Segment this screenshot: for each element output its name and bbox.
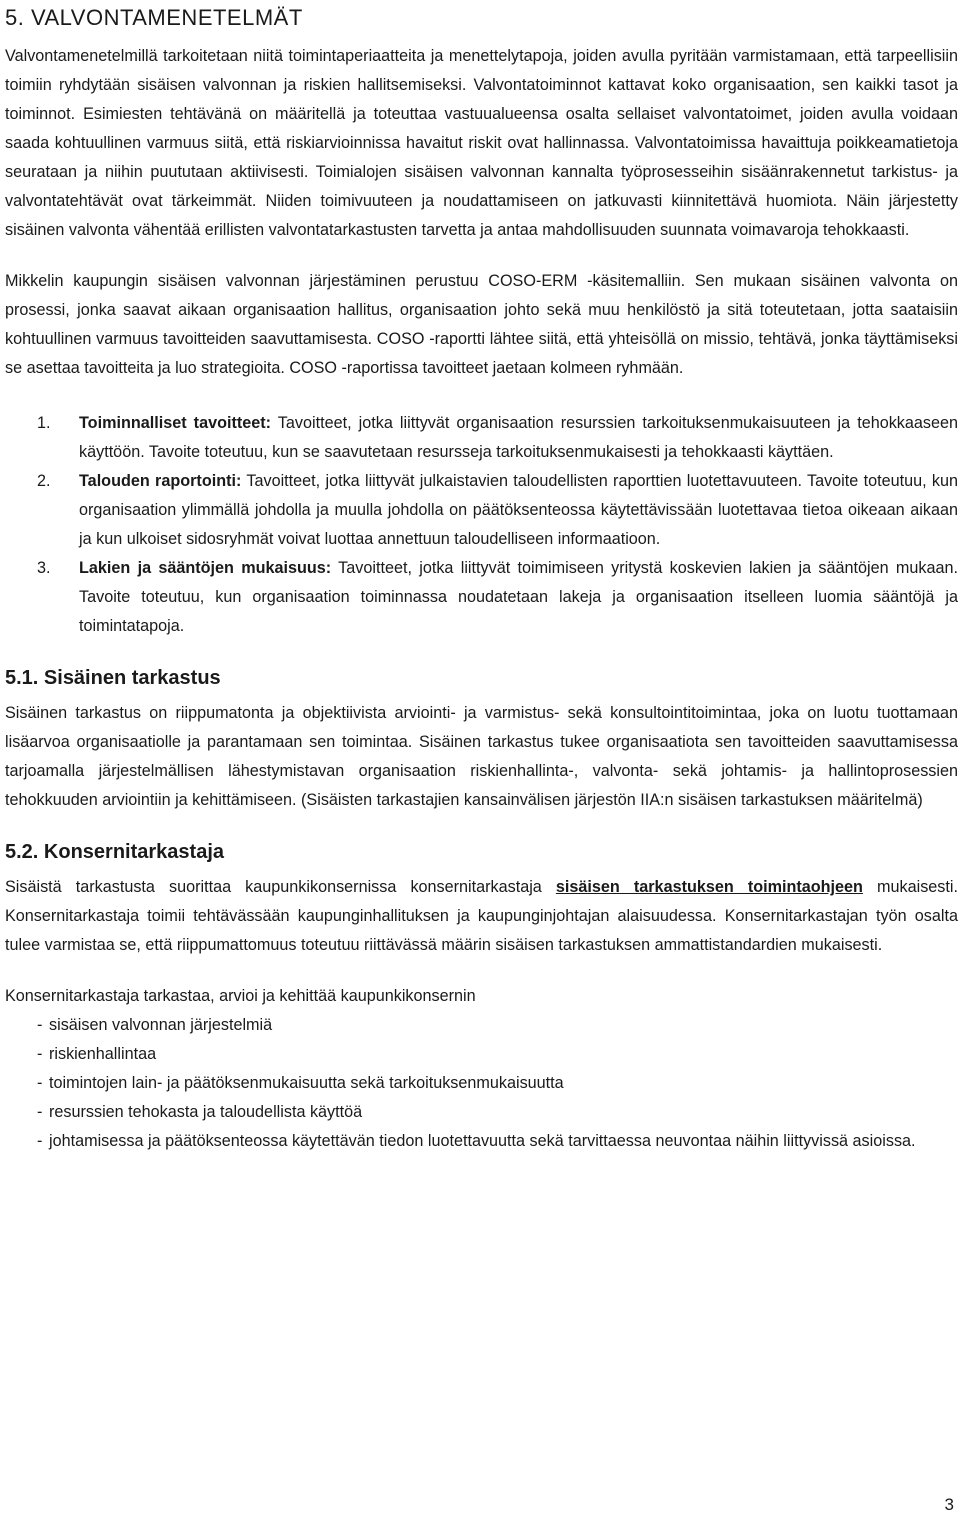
objective-item (5, 554, 958, 641)
objective-item (5, 467, 958, 554)
objective-text: Tavoitteet, jotka liittyvät toimimiseen yritystä koskevien lakien ja sääntöjen mukaan. Tavoite toteutuu, kun organisaation toiminnassa noudatetaan lakeja ja organisaation itselleen luomia sääntöjä ja toimintatapoja. (79, 559, 959, 635)
paragraph-internal-audit: Sisäinen tarkastus on riippumatonta ja objektiivista arviointi- ja varmistus- sekä konsultointitoimintaa, joka on luotu tuottamaan lisäarvoa organisaatiolle ja parantamaan sen toimintaa. Sisäinen tarkastus tukee organisaatiota sen tavoitteiden saavuttamisessa tarjoamalla järjestelmällisen lähestymistavan organisaation riskienhallinta-, valvonta- sekä johtamis- ja hallintoprosessien tehokkuuden arviointiin ja kehittämiseen. (Sisäisten tarkastajien kansainvälisen järjestön IIA:n sisäisen tarkastuksen määritelmä) (5, 704, 958, 809)
duty-item (5, 1011, 958, 1040)
document-body (5, 0, 958, 1156)
duty-text: sisäisen valvonnan järjestelmiä (49, 1016, 273, 1034)
list-dash: - (37, 1016, 43, 1034)
objective-text: Tavoitteet, jotka liittyvät julkaistavien taloudellisten raporttien luotettavuuteen. Tavoite toteutuu, kun organisaation ylimmällä johdolla ja muulla johdolla on päätöksenteossa käytettävissään luotettavaa tietoa oikeaan aikaan ja kun ulkoiset sidosryhmät voivat luottaa annettuun taloudelliseen informaatioon. (79, 472, 958, 548)
internal-audit-heading: 5.1. Sisäinen tarkastus (5, 667, 221, 689)
section-heading: 5. VALVONTAMENETELMÄT (5, 5, 303, 30)
duty-item (5, 1069, 958, 1098)
group-auditor-duties-list (5, 1011, 958, 1156)
duty-text: toimintojen lain- ja päätöksenmukaisuutta sekä tarkoituksenmukaisuutta (49, 1074, 564, 1092)
duty-item (5, 1098, 958, 1127)
group-auditor-heading: 5.2. Konsernitarkastaja (5, 841, 224, 863)
list-dash: - (37, 1045, 43, 1063)
list-dash: - (37, 1074, 43, 1092)
duty-text: riskienhallintaa (49, 1045, 157, 1063)
paragraph-control-methods: Valvontamenetelmillä tarkoitetaan niitä toimintaperiaatteita ja menettelytapoja, joiden avulla pyritään varmistamaan, että tarpeellisiin toimiin ryhdytään sisäisen valvonnan ja riskien hallitsemiseksi. Valvontatoiminnot kattavat koko organisaation, sen kaikki tasot ja toiminnot. Esimiesten tehtävänä on määritellä ja toteuttaa vastuualueensa osalta sellaiset valvontatoimet, joiden avulla voidaan saada kohtuullinen varmuus siitä, että riskiarvioinnissa havaitut riskit ovat hallinnassa. Valvontatoimissa havaittuja poikkeamatietoja seurataan ja niihin puututaan aktiivisesti. Toimialojen sisäisen valvonnan kannalta työprosesseihin sisäänrakennetut tarkistus- ja valvontatehtävät ovat tärkeimmät. Niiden toimivuuteen ja noudattamiseen on jatkuvasti kiinnitettävä huomiota. Näin järjestetty sisäinen valvonta vähentää erillisten valvontatarkastusten tarvetta ja antaa mahdollisuuden suunnata voimavaroja tehokkaasti. (5, 47, 958, 239)
objective-item (5, 409, 958, 467)
list-dash: - (37, 1103, 43, 1121)
duty-item (5, 1040, 958, 1069)
objective-term: Toiminnalliset tavoitteet: (79, 414, 272, 432)
audit-guideline-link[interactable]: sisäisen tarkastuksen toimintaohjeen (555, 878, 863, 896)
paragraph-coso-model: Mikkelin kaupungin sisäisen valvonnan järjestäminen perustuu COSO-ERM -käsitemalliin. Sen mukaan sisäinen valvonta on prosessi, jonka saavat aikaan organisaation hallitus, organisaation johto sekä muu henkilöstö ja sitä toteutetaan, jotta saataisiin kohtuullinen varmuus tavoitteiden saavuttamisesta. COSO -raportti lähtee siitä, että yhteisöllä on missio, tehtävä, jonka täyttämiseksi se asettaa tavoitteita ja luo strategioita. COSO -raportissa tavoitteet jaetaan kolmeen ryhmään. (5, 272, 958, 377)
group-auditor-list-intro: Konsernitarkastaja tarkastaa, arvioi ja kehittää kaupunkikonsernin (5, 987, 476, 1005)
objective-term: Lakien ja sääntöjen mukaisuus: (79, 559, 332, 577)
paragraph-group-auditor (5, 873, 958, 960)
objective-number: 2. (37, 472, 51, 490)
group-auditor-text-end: mukaisesti. Konsernitarkastaja toimii tehtävässään kaupunginhallituksen ja kaupunginjohtajan alaisuudessa. Konsernitarkastajan työn osalta tulee varmistaa se, että riippumattomuus toteutuu riittävässä määrin sisäisen tarkastuksen ammattistandardien mukaisesti. (5, 878, 958, 954)
objective-text: Tavoitteet, jotka liittyvät organisaation resurssien tarkoituksenmukaisuuteen ja tehokkaaseen käyttöön. Tavoite toteutuu, kun se saavutetaan resursseja tarkoituksenmukaisesti ja tehokkaasti käyttäen. (79, 414, 958, 461)
list-dash: - (37, 1132, 43, 1150)
objective-term: Talouden raportointi: (79, 472, 242, 490)
duty-text: resurssien tehokasta ja taloudellista käyttöä (49, 1103, 363, 1121)
group-auditor-text-start: Sisäistä tarkastusta suorittaa kaupunkikonsernissa konsernitarkastaja (5, 878, 556, 896)
objective-number: 3. (37, 559, 51, 577)
objective-number: 1. (37, 414, 51, 432)
objectives-list (5, 409, 958, 641)
duty-item (5, 1127, 958, 1156)
page-number: 3 (944, 1495, 954, 1514)
duty-text: johtamisessa ja päätöksenteossa käytettävän tiedon luotettavuutta sekä tarvittaessa neuvontaa näihin liittyvissä asioissa. (49, 1132, 916, 1150)
